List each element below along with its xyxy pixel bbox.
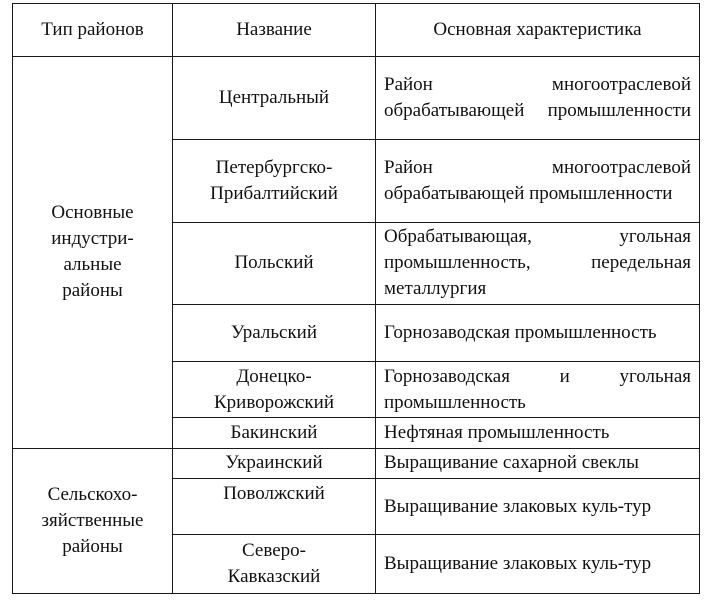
regions-table bbox=[12, 3, 700, 594]
table-row bbox=[13, 57, 700, 140]
region-name: Бакинский bbox=[173, 418, 376, 448]
region-characteristic: Район многоотраслевой обрабатывающей промышленности bbox=[376, 139, 700, 222]
header-row bbox=[13, 4, 700, 57]
header-type: Тип районов bbox=[13, 4, 173, 57]
region-name: Уральский bbox=[173, 305, 376, 362]
region-characteristic: Район многоотраслевой обрабатывающей промышленности bbox=[376, 57, 700, 140]
region-name: Центральный bbox=[173, 57, 376, 140]
header-characteristic: Основная характеристика bbox=[376, 4, 700, 57]
table-row bbox=[13, 448, 700, 478]
region-type-industrial: Основные индустри- альные районы bbox=[13, 57, 173, 449]
region-name: Поволжский bbox=[173, 478, 376, 535]
region-characteristic: Горнозаводская и угольная промышленность bbox=[376, 361, 700, 418]
region-name: Петербургско- Прибалтийский bbox=[173, 139, 376, 222]
region-characteristic: Выращивание сахарной свеклы bbox=[376, 448, 700, 478]
region-name: Донецко- Криворожский bbox=[173, 361, 376, 418]
header-name: Название bbox=[173, 4, 376, 57]
region-characteristic: Нефтяная промышленность bbox=[376, 418, 700, 448]
region-characteristic: Выращивание злаковых куль-тур bbox=[376, 478, 700, 535]
region-name: Северо- Кавказский bbox=[173, 535, 376, 594]
region-characteristic: Выращивание злаковых куль-тур bbox=[376, 535, 700, 594]
region-type-agricultural: Сельскохо- зяйственные районы bbox=[13, 448, 173, 593]
region-name: Польский bbox=[173, 222, 376, 305]
region-name: Украинский bbox=[173, 448, 376, 478]
region-characteristic: Обрабатывающая, угольная промышленность, передельная металлургия bbox=[376, 222, 700, 305]
region-characteristic: Горнозаводская промышленность bbox=[376, 305, 700, 362]
